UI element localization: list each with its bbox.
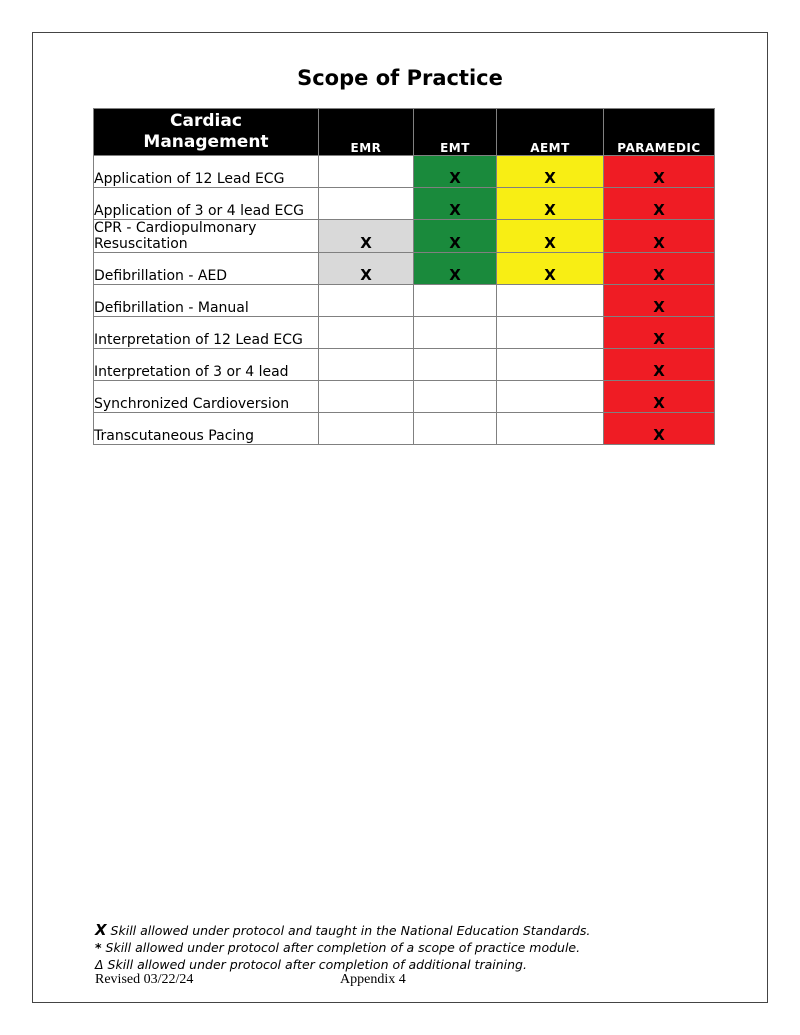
emr-cell [319, 188, 414, 220]
paramedic-cell: X [604, 253, 715, 285]
legend-symbol: X [95, 921, 107, 939]
skill-name: Transcutaneous Pacing [94, 413, 319, 445]
aemt-cell: X [497, 253, 604, 285]
aemt-cell [497, 349, 604, 381]
emr-cell [319, 349, 414, 381]
section-header-line1: Cardiac [170, 111, 242, 131]
appendix-label: Appendix 4 [340, 972, 406, 987]
emr-cell [319, 285, 414, 317]
table-row [94, 413, 715, 445]
paramedic-cell: X [604, 220, 715, 253]
aemt-cell: X [497, 188, 604, 220]
legend-symbol: Δ [95, 957, 104, 972]
emr-cell: X [319, 220, 414, 253]
legend-text: Skill allowed under protocol after completion of a scope of practice module. [101, 940, 581, 955]
aemt-cell [497, 317, 604, 349]
emr-cell: X [319, 253, 414, 285]
legend-item [95, 939, 590, 956]
table-row [94, 188, 715, 220]
emt-cell [414, 413, 497, 445]
paramedic-cell: X [604, 156, 715, 188]
legend-text: Skill allowed under protocol and taught in the National Education Standards. [106, 923, 591, 938]
skill-name: Interpretation of 3 or 4 lead [94, 349, 319, 381]
col-header-aemt: AEMT [497, 109, 604, 156]
table-row [94, 285, 715, 317]
emt-cell [414, 381, 497, 413]
legend-item [95, 922, 590, 939]
skill-name: Defibrillation - Manual [94, 285, 319, 317]
emr-cell [319, 413, 414, 445]
col-header-emr: EMR [319, 109, 414, 156]
section-header [94, 109, 319, 156]
page-title: Scope of Practice [297, 66, 503, 90]
aemt-cell: X [497, 156, 604, 188]
aemt-cell [497, 413, 604, 445]
table-row [94, 253, 715, 285]
emt-cell: X [414, 156, 497, 188]
aemt-cell [497, 285, 604, 317]
table-row [94, 349, 715, 381]
table-row [94, 317, 715, 349]
emt-cell [414, 285, 497, 317]
emr-cell [319, 381, 414, 413]
emt-cell: X [414, 220, 497, 253]
emr-cell [319, 156, 414, 188]
aemt-cell: X [497, 220, 604, 253]
col-header-paramedic: PARAMEDIC [604, 109, 715, 156]
table-row [94, 220, 715, 253]
skill-name: Application of 3 or 4 lead ECG [94, 188, 319, 220]
legend-symbol: * [95, 940, 102, 955]
emr-cell [319, 317, 414, 349]
skill-name: Application of 12 Lead ECG [94, 156, 319, 188]
skill-name: Defibrillation - AED [94, 253, 319, 285]
aemt-cell [497, 381, 604, 413]
emt-cell: X [414, 253, 497, 285]
emt-cell: X [414, 188, 497, 220]
skill-name: CPR - Cardiopulmonary Resuscitation [94, 220, 319, 253]
revised-date: Revised 03/22/24 [95, 972, 194, 987]
paramedic-cell: X [604, 349, 715, 381]
paramedic-cell: X [604, 285, 715, 317]
table-row [94, 156, 715, 188]
legend-text: Skill allowed under protocol after completion of additional training. [103, 957, 527, 972]
emt-cell [414, 349, 497, 381]
paramedic-cell: X [604, 188, 715, 220]
paramedic-cell: X [604, 413, 715, 445]
emt-cell [414, 317, 497, 349]
col-header-emt: EMT [414, 109, 497, 156]
scope-table [93, 108, 715, 445]
skill-name: Interpretation of 12 Lead ECG [94, 317, 319, 349]
table-header-row [94, 109, 715, 156]
paramedic-cell: X [604, 381, 715, 413]
legend [95, 922, 590, 973]
paramedic-cell: X [604, 317, 715, 349]
legend-item [95, 956, 590, 973]
table-row [94, 381, 715, 413]
section-header-line2: Management [143, 132, 269, 152]
skill-name: Synchronized Cardioversion [94, 381, 319, 413]
